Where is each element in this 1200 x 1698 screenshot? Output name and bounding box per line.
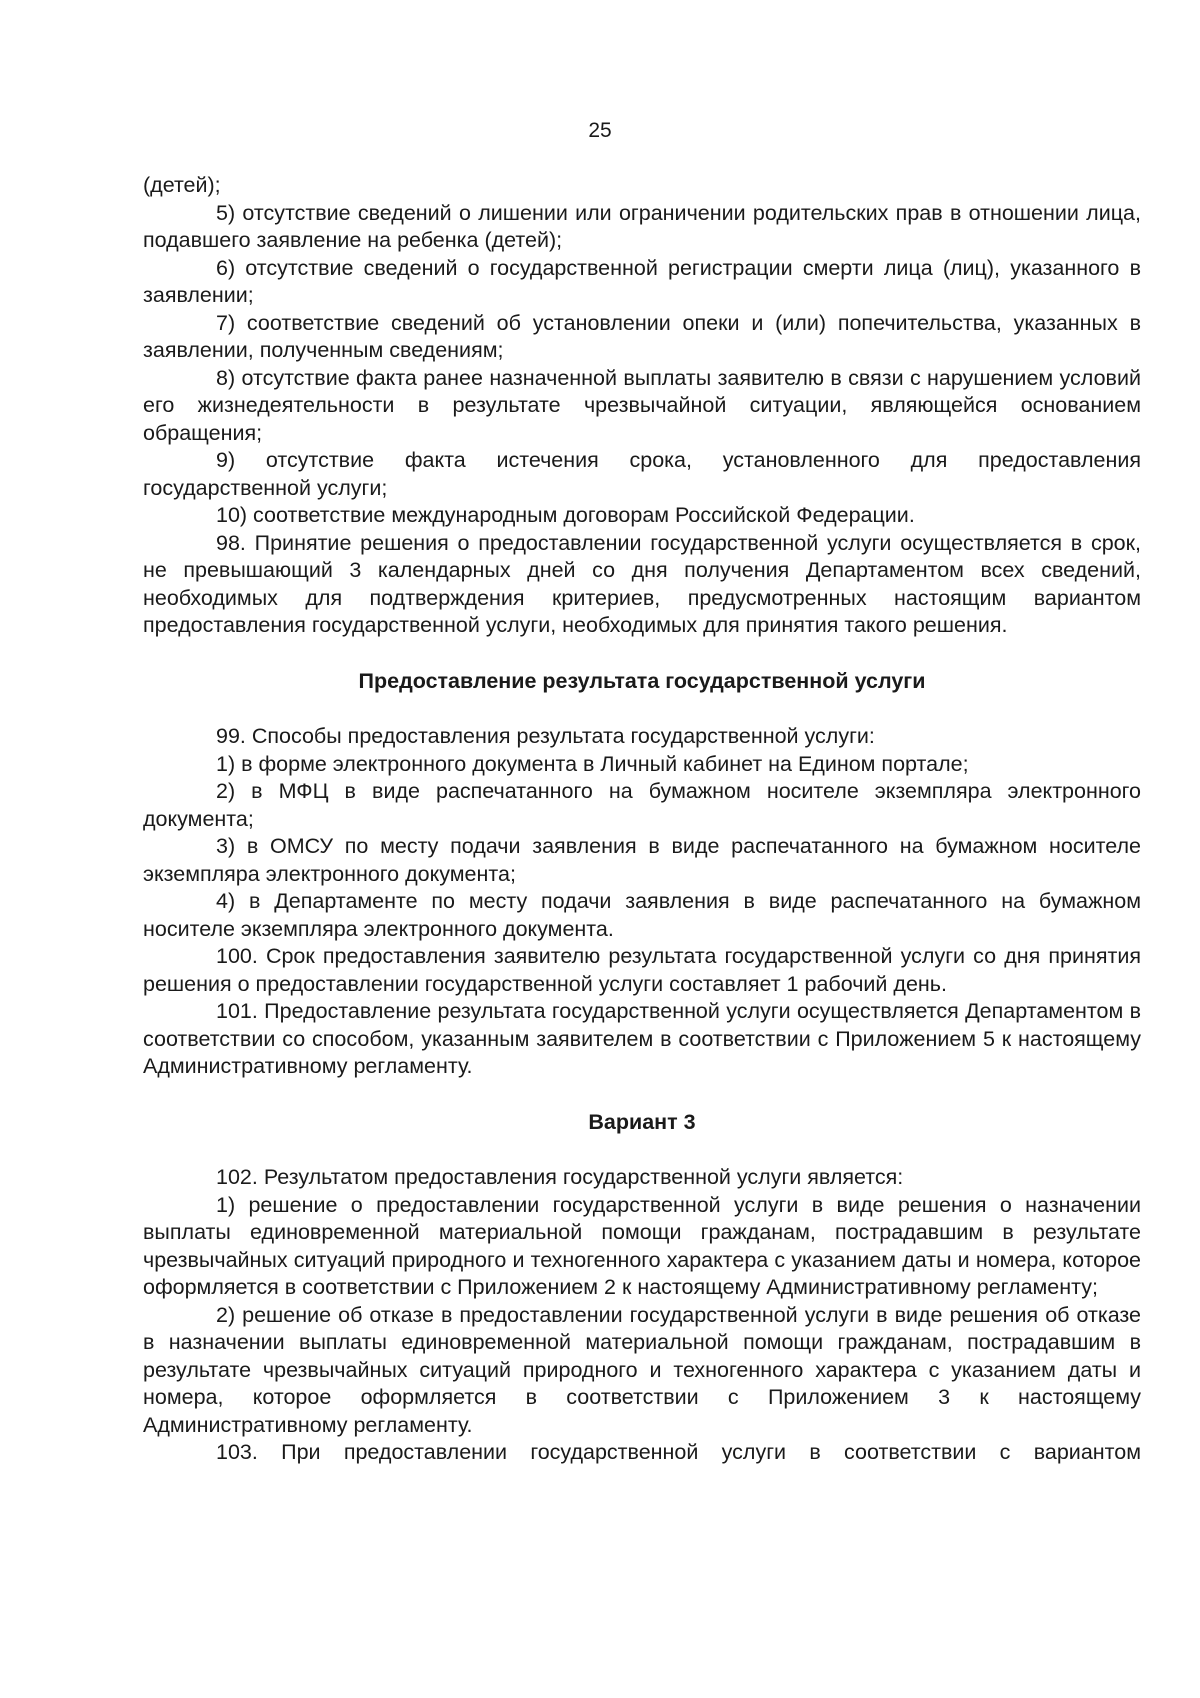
page-number: 25 (588, 119, 612, 142)
clause-101: 101. Предоставление результата государственной услуги осуществляется Департаментом в соответствии со способом, указанным заявителем в соответствии с Приложением 5 к настоящему Административному регламенту. (143, 999, 1141, 1078)
document-body (143, 172, 1141, 1467)
result-1: 1) решение о предоставлении государственной услуги в виде решения о назначении выплаты единовременной материальной помощи гражданам, пострадавшим в результате чрезвычайных ситуаций природного и техногенного характера с указанием даты и номера, которое оформляется в соответствии с Приложением 2 к настоящему Административному регламенту; (143, 1192, 1141, 1299)
paragraph-continuation: (детей); (143, 173, 221, 197)
criterion-10: 10) соответствие международным договорам Российской Федерации. (216, 503, 915, 527)
clause-102: 102. Результатом предоставления государственной услуги является: (216, 1165, 904, 1189)
method-1: 1) в форме электронного документа в Личный кабинет на Едином портале; (216, 751, 969, 776)
section-heading-variant: Вариант 3 (588, 1109, 696, 1134)
criterion-6: 6) отсутствие сведений о государственной регистрации смерти лица (лиц), указанного в заявлении; (143, 255, 1141, 307)
method-4: 4) в Департаменте по месту подачи заявления в виде распечатанного на бумажном носителе экземпляра электронного документа. (143, 889, 1141, 941)
clause-98: 98. Принятие решения о предоставлении государственной услуги осуществляется в срок, не превышающий 3 календарных дней со дня получения Департаментом всех сведений, необходимых для подтверждения критериев, предусмотренных настоящим вариантом предоставления государственной услуги, необходимых для принятия такого решения. (143, 530, 1141, 637)
clause-103: 103. При предоставлении государственной услуги в соответствии с вариантом (216, 1440, 1141, 1464)
result-2: 2) решение об отказе в предоставлении государственной услуги в виде решения об отказе в назначении выплаты единовременной материальной помощи гражданам, пострадавшим в результате чрезвычайных ситуаций природного и техногенного характера с указанием даты и номера, которое оформляется в соответствии с Приложением 3 к настоящему Административному регламенту. (143, 1302, 1141, 1437)
criterion-8: 8) отсутствие факта ранее назначенной выплаты заявителю в связи с нарушением условий его жизнедеятельности в результате чрезвычайной ситуации, являющейся основанием обращения; (143, 365, 1141, 445)
criterion-9: 9) отсутствие факта истечения срока, установленного для предоставления государственной услуги; (143, 448, 1141, 500)
clause-100: 100. Срок предоставления заявителю результата государственной услуги со дня принятия решения о предоставлении государственной услуги составляет 1 рабочий день. (143, 944, 1141, 996)
method-2: 2) в МФЦ в виде распечатанного на бумажном носителе экземпляра электронного документа; (143, 779, 1141, 831)
criterion-5: 5) отсутствие сведений о лишении или ограничении родительских прав в отношении лица, подавшего заявление на ребенка (детей); (143, 200, 1141, 252)
criterion-7: 7) соответствие сведений об установлении опеки и (или) попечительства, указанных в заявлении, полученным сведениям; (143, 310, 1141, 362)
method-3: 3) в ОМСУ по месту подачи заявления в виде распечатанного на бумажном носителе экземпляра электронного документа; (143, 834, 1141, 886)
section-heading-result: Предоставление результата государственной услуги (358, 668, 926, 693)
clause-99: 99. Способы предоставления результата государственной услуги: (216, 724, 875, 748)
